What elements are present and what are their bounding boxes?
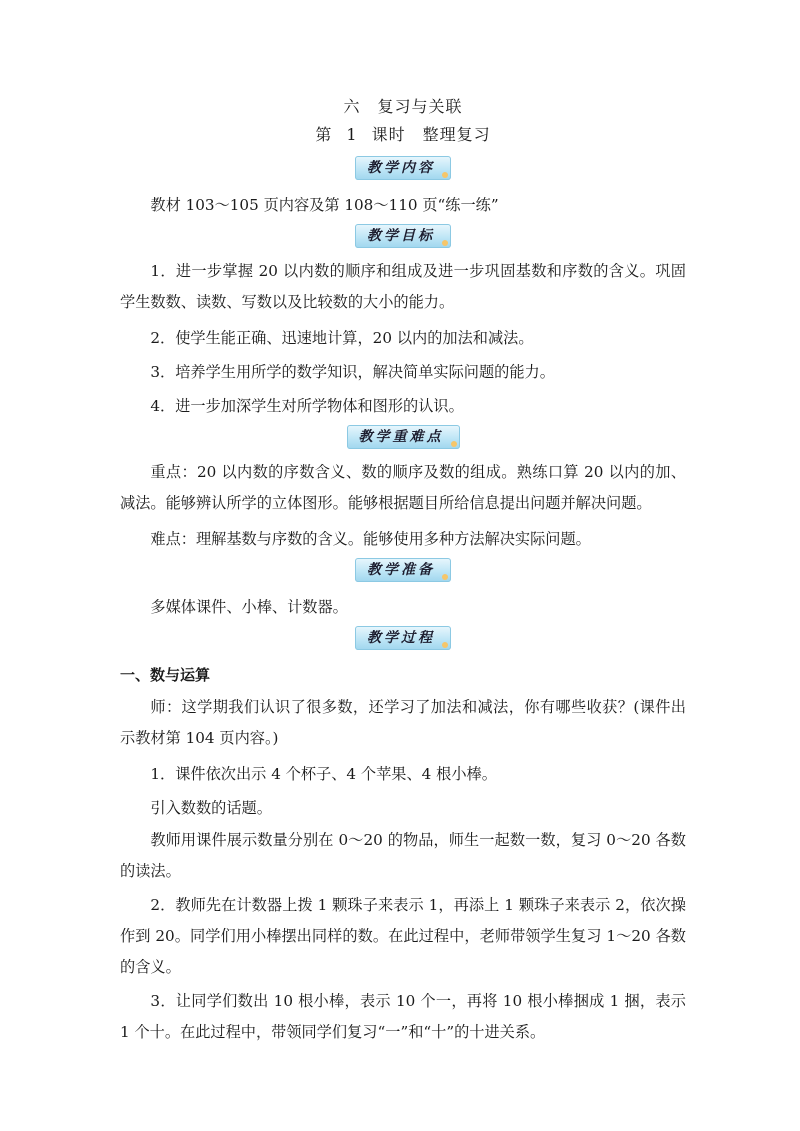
difficult-point-text: 难点：理解基数与序数的含义。能够使用多种方法解决实际问题。	[150, 530, 591, 548]
badge-teaching-goals: 教学目标	[355, 224, 451, 248]
badge-teaching-content-wrap	[120, 156, 686, 184]
badge-preparation: 教学准备	[355, 558, 451, 582]
badge-key-points: 教学重难点	[347, 425, 460, 449]
process-paragraph: 引入数数的话题。	[150, 799, 272, 817]
goal-item-4: 4．进一步加深学生对所学物体和图形的认识。	[150, 397, 464, 415]
badge-preparation-wrap	[120, 558, 686, 586]
goal-item-2: 2．使学生能正确、迅速地计算，20 以内的加法和减法。	[150, 329, 534, 347]
badge-process: 教学过程	[355, 626, 451, 650]
chapter-title: 六 复习与关联	[343, 97, 463, 116]
process-paragraph: 1．课件依次出示 4 个杯子、4 个苹果、4 根小棒。	[150, 765, 497, 783]
lesson-title: 第 1 课时 整理复习	[315, 125, 491, 144]
badge-teaching-content: 教学内容	[355, 156, 451, 180]
badge-key-points-wrap	[120, 425, 686, 453]
badge-teaching-goals-wrap	[120, 224, 686, 252]
key-point-text: 重点：20 以内数的序数含义、数的顺序及数的组成。熟练口算 20 以内的加、减法。能够辨认所学的立体图形。能够根据题目所给信息提出问题并解决问题。	[120, 463, 686, 512]
document-page	[120, 96, 686, 1051]
process-paragraph: 3．让同学们数出 10 根小棒，表示 10 个一，再将 10 根小棒捆成 1 捆，表示 1 个十。在此过程中，带领同学们复习“一”和“十”的十进关系。	[120, 992, 686, 1041]
goal-item-1: 1．进一步掌握 20 以内数的顺序和组成及进一步巩固基数和序数的含义。巩固学生数数、读数、写数以及比较数的大小的能力。	[120, 262, 686, 311]
process-paragraph: 2．教师先在计数器上拨 1 颗珠子来表示 1，再添上 1 颗珠子来表示 2，依次操作到 20。同学们用小棒摆出同样的数。在此过程中，老师带领学生复习 1～20 各数的含义。	[120, 896, 686, 976]
process-paragraph: 教师用课件展示数量分别在 0～20 的物品，师生一起数一数，复习 0～20 各数的读法。	[120, 831, 686, 880]
badge-process-wrap	[120, 626, 686, 654]
process-paragraph: 师：这学期我们认识了很多数，还学习了加法和减法，你有哪些收获？(课件出示教材第 104 页内容。)	[120, 698, 686, 747]
section-heading-number-operation: 一、数与运算	[120, 666, 211, 684]
goal-item-3: 3．培养学生用所学的数学知识，解决简单实际问题的能力。	[150, 363, 555, 381]
teaching-content-text: 教材 103～105 页内容及第 108～110 页“练一练”	[150, 196, 499, 214]
preparation-text: 多媒体课件、小棒、计数器。	[150, 598, 348, 616]
